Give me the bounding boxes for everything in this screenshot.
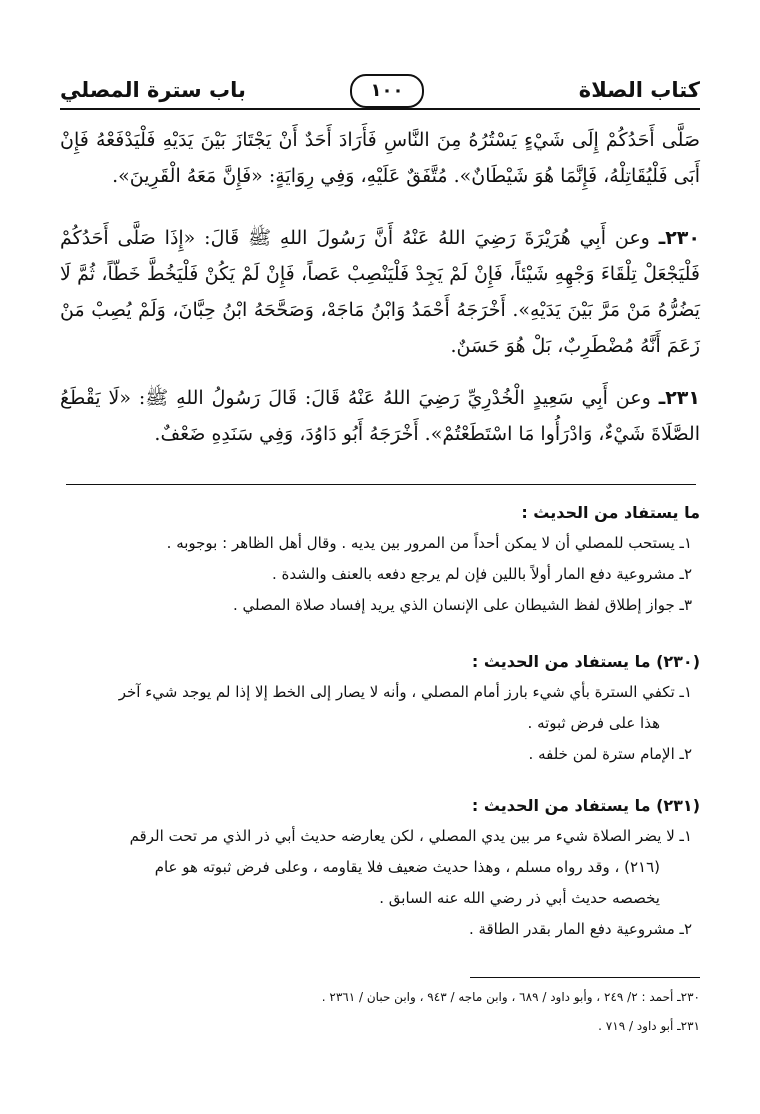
hadith-231 xyxy=(60,380,700,452)
page-header xyxy=(60,74,700,114)
benefits-general xyxy=(60,498,700,621)
benefit-item: ٢ـ الإمام سترة لمن خلفه . xyxy=(528,745,692,763)
page-number: ١٠٠ xyxy=(350,74,424,108)
benefit-item-continuation: (٢١٦) ، وقد رواه مسلم ، وهذا حديث ضعيف فلا يقاومه ، وعلى فرض ثبوته هو عام xyxy=(154,858,660,876)
chapter-title: باب سترة المصلي xyxy=(60,78,246,102)
hadith-number: ٢٣٠ـ xyxy=(658,227,700,249)
benefits-title: (٢٣١) ما يستفاد من الحديث : xyxy=(471,796,700,815)
hadith-number: ٢٣١ـ xyxy=(658,387,700,409)
benefit-item: ١ـ لا يضر الصلاة شيء مر بين يدي المصلي ، لكن يعارضه حديث أبي ذر الذي مر تحت الرقم xyxy=(129,827,692,845)
benefit-item: ١ـ يستحب للمصلي أن لا يمكن أحداً من المرور بين يديه . وقال أهل الظاهر : بوجوبه . xyxy=(166,534,692,552)
benefit-item-continuation: يخصصه حديث أبي ذر رضي الله عنه السابق . xyxy=(379,889,660,907)
header-rule xyxy=(60,108,700,110)
hadith-230 xyxy=(60,220,700,364)
benefit-item: ١ـ تكفي السترة بأي شيء بارز أمام المصلي ، وأنه لا يصار إلى الخط إلا إذا لم يوجد شيء آخر xyxy=(118,683,692,701)
footnote-230: ٢٣٠ـ أحمد : ٢/ ٢٤٩ ، وأبو داود / ٦٨٩ ، وابن ماجه / ٩٤٣ ، وابن حبان / ٢٣٦١ . xyxy=(321,990,700,1004)
hadith-continuation: صَلَّى أَحَدُكُمْ إِلَى شَيْءٍ يَسْتُرُهُ مِنَ النَّاسِ فَأَرَادَ أَحَدٌ أَنْ يَجْتَازَ بَيْنَ يَدَيْهِ فَلْيَدْفَعْهُ فَإِنْ أَبَى فَلْيُقَاتِلْهُ، فَإِنَّمَا هُوَ شَيْطَانٌ». مُتَّفَقٌ عَلَيْهِ، وَفِي رِوَايَةٍ: «فَإِنَّ مَعَهُ الْقَرِينَ». xyxy=(60,129,700,187)
benefit-item: ٣ـ جواز إطلاق لفظ الشيطان على الإنسان الذي يريد إفساد صلاة المصلي . xyxy=(232,596,692,614)
benefit-item-continuation: هذا على فرض ثبوته . xyxy=(527,714,660,732)
footnote-rule xyxy=(470,977,700,978)
benefit-item: ٢ـ مشروعية دفع المار بقدر الطاقة . xyxy=(468,920,692,938)
benefit-item: ٢ـ مشروعية دفع المار أولاً باللين فإن لم يرجع دفعه بالعنف والشدة . xyxy=(272,565,692,583)
book-title: كتاب الصلاة xyxy=(578,78,700,102)
benefits-title: ما يستفاد من الحديث : xyxy=(521,503,700,522)
footnote-231: ٢٣١ـ أبو داود / ٧١٩ . xyxy=(598,1019,700,1033)
hadith-text: وعن أَبِي سَعِيدٍ الْخُدْرِيِّ رَضِيَ اللهُ عَنْهُ قَالَ: قَالَ رَسُولُ اللهِ ﷺ: «لَا يَقْطَعُ الصَّلَاةَ شَيْءٌ، وَادْرَأُوا مَا اسْتَطَعْتُمْ». أَخْرَجَهُ أَبُو دَاوُدَ، وَفِي سَنَدِهِ ضَعْفٌ. xyxy=(60,387,700,445)
section-divider xyxy=(66,484,696,485)
benefits-title: (٢٣٠) ما يستفاد من الحديث : xyxy=(471,652,700,671)
benefits-231 xyxy=(60,791,700,945)
benefits-230 xyxy=(60,647,700,770)
hadith-text: وعن أَبِي هُرَيْرَةَ رَضِيَ اللهُ عَنْهُ أَنَّ رَسُولَ اللهِ ﷺ قَالَ: «إِذَا صَلَّى أَحَدُكُمْ فَلْيَجْعَلْ تِلْقَاءَ وَجْهِهِ شَيْئاً، فَإِنْ لَمْ يَجِدْ فَلْيَنْصِبْ عَصاً، فَإِنْ لَمْ يَكُنْ فَلْيَخُطَّ خَطّاً، ثُمَّ لَا يَضُرُّهُ مَنْ مَرَّ بَيْنَ يَدَيْهِ». أَخْرَجَهُ أَحْمَدُ وَابْنُ مَاجَهْ، وَصَحَّحَهُ ابْنُ حِبَّانَ، وَلَمْ يُصِبْ مَنْ زَعَمَ أَنَّهُ مُضْطَرِبٌ، بَلْ هُوَ حَسَنٌ. xyxy=(60,227,700,357)
